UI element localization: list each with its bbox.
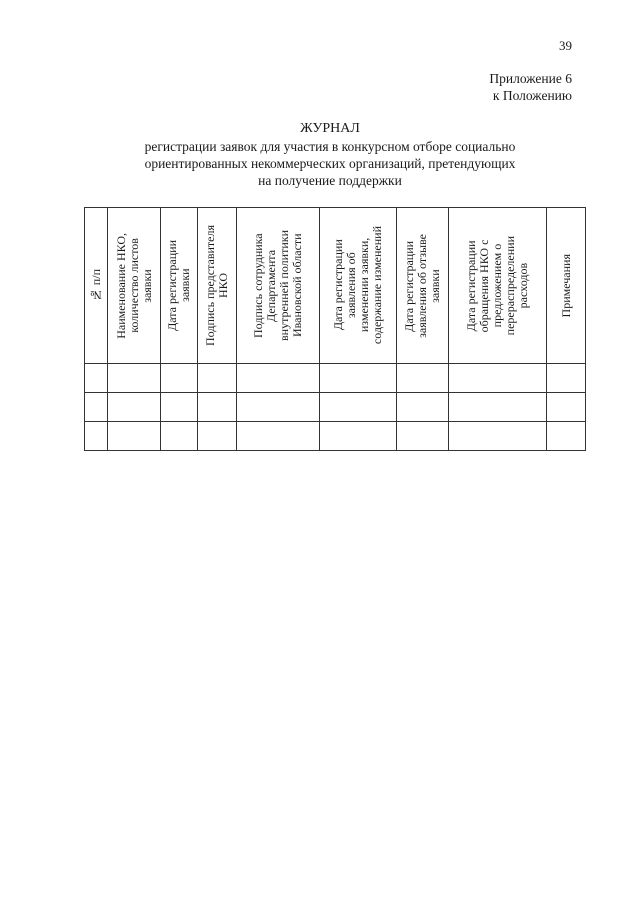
table-cell: [108, 422, 161, 451]
table-cell: [85, 364, 108, 393]
column-header: [85, 208, 108, 364]
header-row: [85, 208, 586, 364]
table-cell: [320, 393, 397, 422]
table-cell: [449, 393, 547, 422]
column-header-text: № п/п: [88, 268, 103, 303]
table-cell: [85, 422, 108, 451]
document-heading: [60, 120, 600, 189]
table-cell: [320, 364, 397, 393]
registration-journal-table: [84, 207, 586, 451]
column-header: [161, 208, 198, 364]
table-cell: [547, 422, 586, 451]
column-header-text: Подпись представителя НКО: [203, 225, 230, 346]
table-row: [85, 364, 586, 393]
column-header: [547, 208, 586, 364]
table-cell: [161, 422, 198, 451]
table-row: [85, 393, 586, 422]
column-header-text: Дата регистрации заявки: [165, 240, 192, 331]
column-header: [237, 208, 320, 364]
table-cell: [161, 364, 198, 393]
column-header-text: Дата регистрации заявления об отзыве заявки: [402, 233, 442, 338]
table-cell: [547, 393, 586, 422]
column-header: [108, 208, 161, 364]
column-header-text: Наименование НКО, количество листов заявки: [113, 232, 154, 339]
table-cell: [320, 422, 397, 451]
column-header-text: Примечания: [558, 253, 573, 318]
appendix-reference: [489, 70, 572, 104]
table-cell: [108, 364, 161, 393]
column-header: [320, 208, 397, 364]
column-header-text: Подпись сотрудника Департамента внутренней политики Ивановской области: [251, 230, 304, 341]
document-title: ЖУРНАЛ: [300, 121, 360, 136]
appendix-line: Приложение 6: [489, 71, 572, 86]
table-cell: [397, 364, 449, 393]
heading-line: регистрации заявок для участия в конкурсном отборе социально: [144, 139, 516, 154]
table-cell: [161, 393, 198, 422]
table-cell: [237, 422, 320, 451]
table-cell: [198, 364, 237, 393]
column-header: [397, 208, 449, 364]
column-header-text: Дата регистрации заявления об изменении заявки, содержание изменений: [331, 226, 384, 345]
table-row: [85, 422, 586, 451]
table-cell: [237, 393, 320, 422]
table-cell: [547, 364, 586, 393]
table-cell: [108, 393, 161, 422]
column-header: [198, 208, 237, 364]
column-header-text: Дата регистрации обращения НКО с предложением о перераспределении расходов: [464, 235, 530, 336]
table-cell: [449, 422, 547, 451]
table-cell: [237, 364, 320, 393]
table-cell: [397, 393, 449, 422]
heading-line: ориентированных некоммерческих организаций, претендующих: [144, 156, 516, 171]
table-cell: [397, 422, 449, 451]
table-cell: [198, 393, 237, 422]
table-cell: [85, 393, 108, 422]
page-number: 39: [559, 38, 572, 53]
table-cell: [449, 364, 547, 393]
table-cell: [198, 422, 237, 451]
appendix-line: к Положению: [492, 88, 572, 103]
table-body: [85, 364, 586, 451]
heading-line: на получение поддержки: [258, 173, 402, 188]
column-header: [449, 208, 547, 364]
